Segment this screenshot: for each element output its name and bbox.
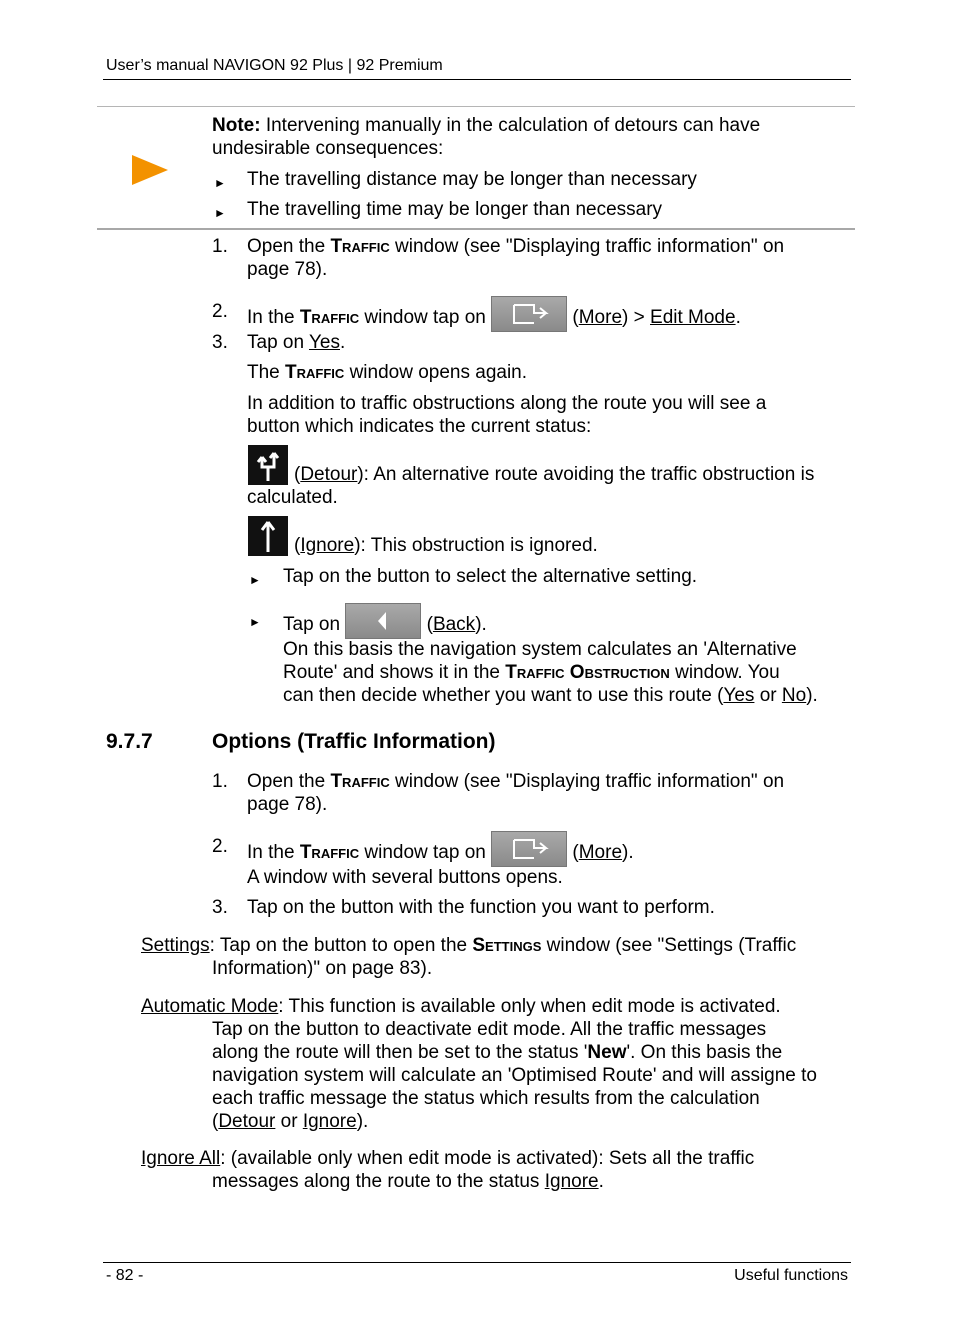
bullet-icon: ►	[214, 176, 226, 190]
step-number: 1.	[212, 771, 228, 792]
step-text: In the Traffic window tap on (More) > Edit Mode.	[247, 300, 852, 336]
definition-text: messages along the route to the status Ignore.	[212, 1171, 604, 1192]
ignore-link: Ignore	[300, 535, 355, 556]
page-number: - 82 -	[106, 1267, 144, 1284]
definition-ignore-all: Ignore All: (available only when edit mode is activated): Sets all the traffic	[141, 1148, 755, 1169]
bullet-icon: ►	[214, 206, 226, 220]
bullet-text: Tap on the button to select the alternative setting.	[283, 566, 698, 587]
bullet-icon: ►	[249, 615, 261, 629]
step-text: Open the Traffic window (see "Displaying traffic information" on page 78).	[247, 236, 785, 280]
ignore-all-link: Ignore All	[141, 1148, 221, 1169]
step-text: Tap on Yes.	[247, 332, 346, 353]
step-number: 3.	[212, 332, 228, 353]
window-name: Traffic	[299, 307, 360, 329]
running-header: User’s manual NAVIGON 92 Plus | 92 Premium	[106, 57, 443, 74]
detour-text: (Detour): An alternative route avoiding the traffic obstruction is	[294, 464, 815, 485]
back-link: Back	[432, 614, 476, 636]
step-text: Open the Traffic window (see "Displaying traffic information" on page 78).	[247, 771, 785, 815]
note-text: Note: Intervening manually in the calculation of detours can have undesirable consequences:	[212, 115, 761, 159]
paragraph: calculated.	[247, 487, 338, 508]
back-button-icon	[345, 603, 421, 639]
automatic-mode-link: Automatic Mode	[141, 996, 279, 1017]
section-number: 9.7.7	[106, 730, 153, 753]
step-number: 3.	[212, 897, 228, 918]
more-link: More	[578, 842, 623, 864]
definition-automatic-mode: Automatic Mode: This function is available only when edit mode is activated.	[141, 996, 781, 1017]
more-button-icon	[491, 831, 567, 867]
settings-link: Settings	[141, 935, 210, 956]
step-number: 1.	[212, 236, 228, 257]
yes-link: Yes	[308, 332, 340, 353]
header-rule	[103, 79, 851, 80]
step-text: In the Traffic window tap on (More).	[247, 835, 852, 871]
ignore-icon	[248, 516, 288, 556]
note-bullet: The travelling time may be longer than necessary	[247, 199, 663, 220]
note-top-rule	[97, 106, 855, 107]
detour-link: Detour	[300, 464, 358, 485]
note-arrow-icon	[132, 155, 168, 191]
step-number: 2.	[212, 836, 228, 857]
bullet-icon: ►	[249, 573, 261, 587]
step-text: Tap on the button with the function you want to perform.	[247, 897, 715, 918]
paragraph: On this basis the navigation system calculates an 'Alternative Route' and shows it in the Traffic Obstruction window. You can then decide whether you want to use this route (Yes or No).	[283, 639, 818, 706]
footer-rule	[103, 1262, 851, 1263]
bullet-text: Tap on (Back).	[283, 607, 487, 643]
step-number: 2.	[212, 301, 228, 322]
edit-mode-link: Edit Mode	[650, 307, 736, 329]
section-title: Options (Traffic Information)	[212, 730, 496, 753]
ignore-text: (Ignore): This obstruction is ignored.	[294, 535, 598, 556]
definition-settings: Settings: Tap on the button to open the Settings window (see "Settings (Traffic	[141, 935, 797, 956]
more-button-icon	[491, 296, 567, 332]
note-label: Note:	[212, 115, 261, 136]
window-name: Traffic	[330, 236, 390, 257]
paragraph: The Traffic window opens again.	[247, 362, 528, 383]
paragraph: In addition to traffic obstructions along the route you will see a button which indicates the current status:	[247, 393, 767, 437]
more-link: More	[578, 307, 623, 329]
definition-text: Tap on the button to deactivate edit mode. All the traffic messages along the route will then be set to the status 'New'. On this basis the navigation system will calculate an 'Optimised Route' and will assigne to each traffic message the status which results from the calculation (Detour or Ignore).	[212, 1019, 817, 1132]
note-bullet: The travelling distance may be longer than necessary	[247, 169, 697, 190]
detour-icon	[248, 445, 288, 485]
paragraph: A window with several buttons opens.	[247, 867, 563, 888]
definition-text: Information)" on page 83).	[212, 958, 433, 979]
note-bottom-rule	[97, 228, 855, 230]
footer-section: Useful functions	[734, 1267, 848, 1284]
